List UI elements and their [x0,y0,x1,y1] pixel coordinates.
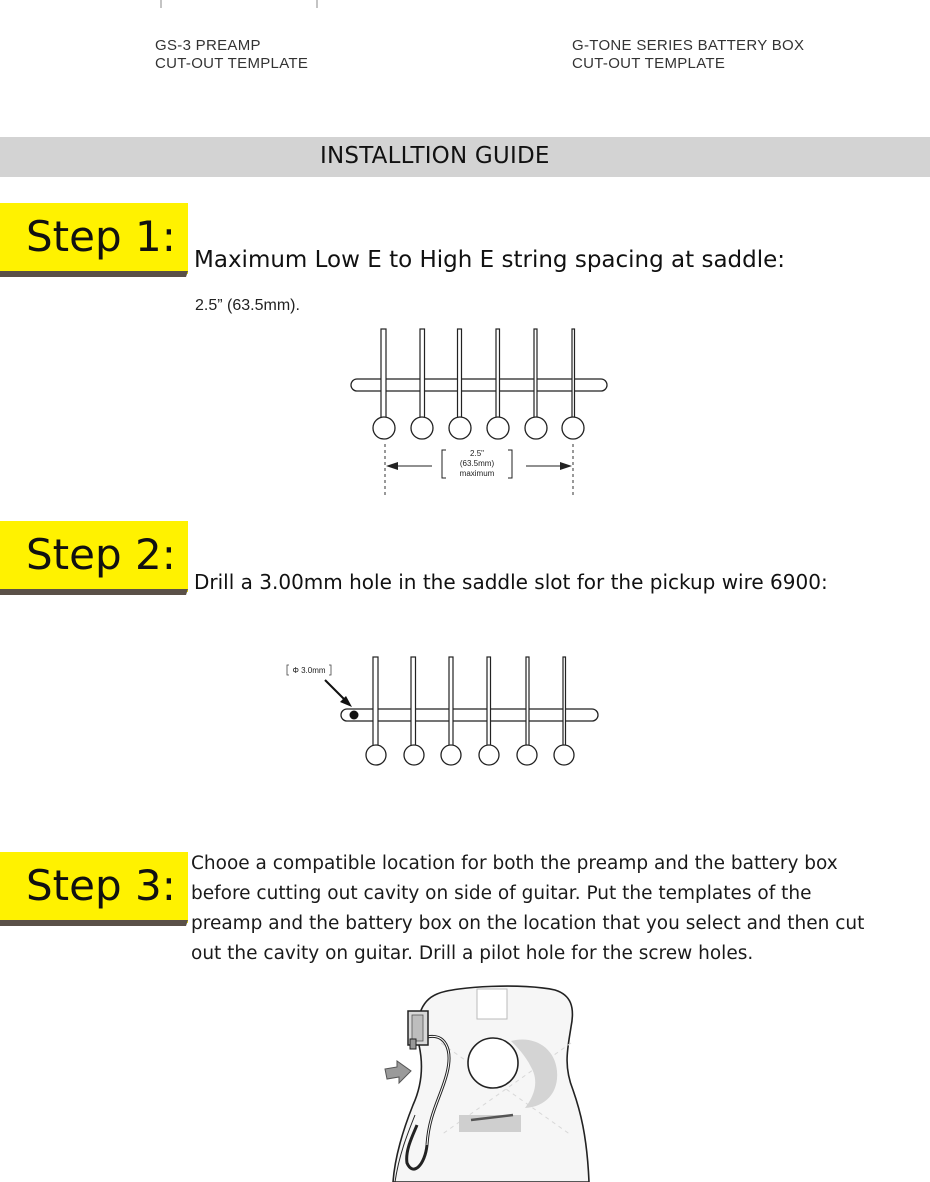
hole-diameter-label: Φ 3.0mm [292,666,326,675]
step-3-line-3: preamp and the battery box on the location that you select and then cut [191,913,865,934]
spacing-maximum: maximum [459,469,495,478]
step-3-line-2: before cutting out cavity on side of guitar. Put the templates of the [191,883,812,904]
drill-hole-diagram [280,650,610,775]
preamp-template-line2: CUT-OUT TEMPLATE [155,55,309,72]
step-3-line-1: Chooe a compatible location for both the preamp and the battery box [191,853,838,874]
spacing-inch: 2.5" [470,449,484,458]
spacing-mm: (63.5mm) [459,459,495,468]
preamp-template-line1: GS-3 PREAMP [155,37,261,54]
string-spacing-diagram [340,320,620,500]
step-2-badge [0,521,190,597]
step-1-badge [0,203,190,279]
guitar-illustration [375,985,605,1182]
template-outline-fragment [150,0,330,12]
badge-shadow [0,920,188,926]
step-1-note: 2.5” (63.5mm). [195,297,300,314]
preamp-template-label [155,37,308,73]
step-3-line-4: out the cavity on guitar. Drill a pilot hole for the screw holes. [191,943,754,964]
battery-template-line2: CUT-OUT TEMPLATE [572,55,726,72]
step-1-text: Maximum Low E to High E string spacing at saddle: [194,247,786,273]
installation-guide-title: INSTALLTION GUIDE [320,143,550,169]
step-3-text [191,849,911,969]
battery-template-line1: G-TONE SERIES BATTERY BOX [572,37,805,54]
battery-template-label [572,37,804,73]
badge-shadow [0,271,188,277]
step-2-label: Step 2: [26,530,176,579]
step-2-text: Drill a 3.00mm hole in the saddle slot for the pickup wire 6900: [194,570,828,594]
step-1-label: Step 1: [26,212,176,261]
step-3-label: Step 3: [26,861,176,910]
badge-shadow [0,589,188,595]
installation-guide-banner [0,137,930,177]
step-3-badge [0,852,190,928]
